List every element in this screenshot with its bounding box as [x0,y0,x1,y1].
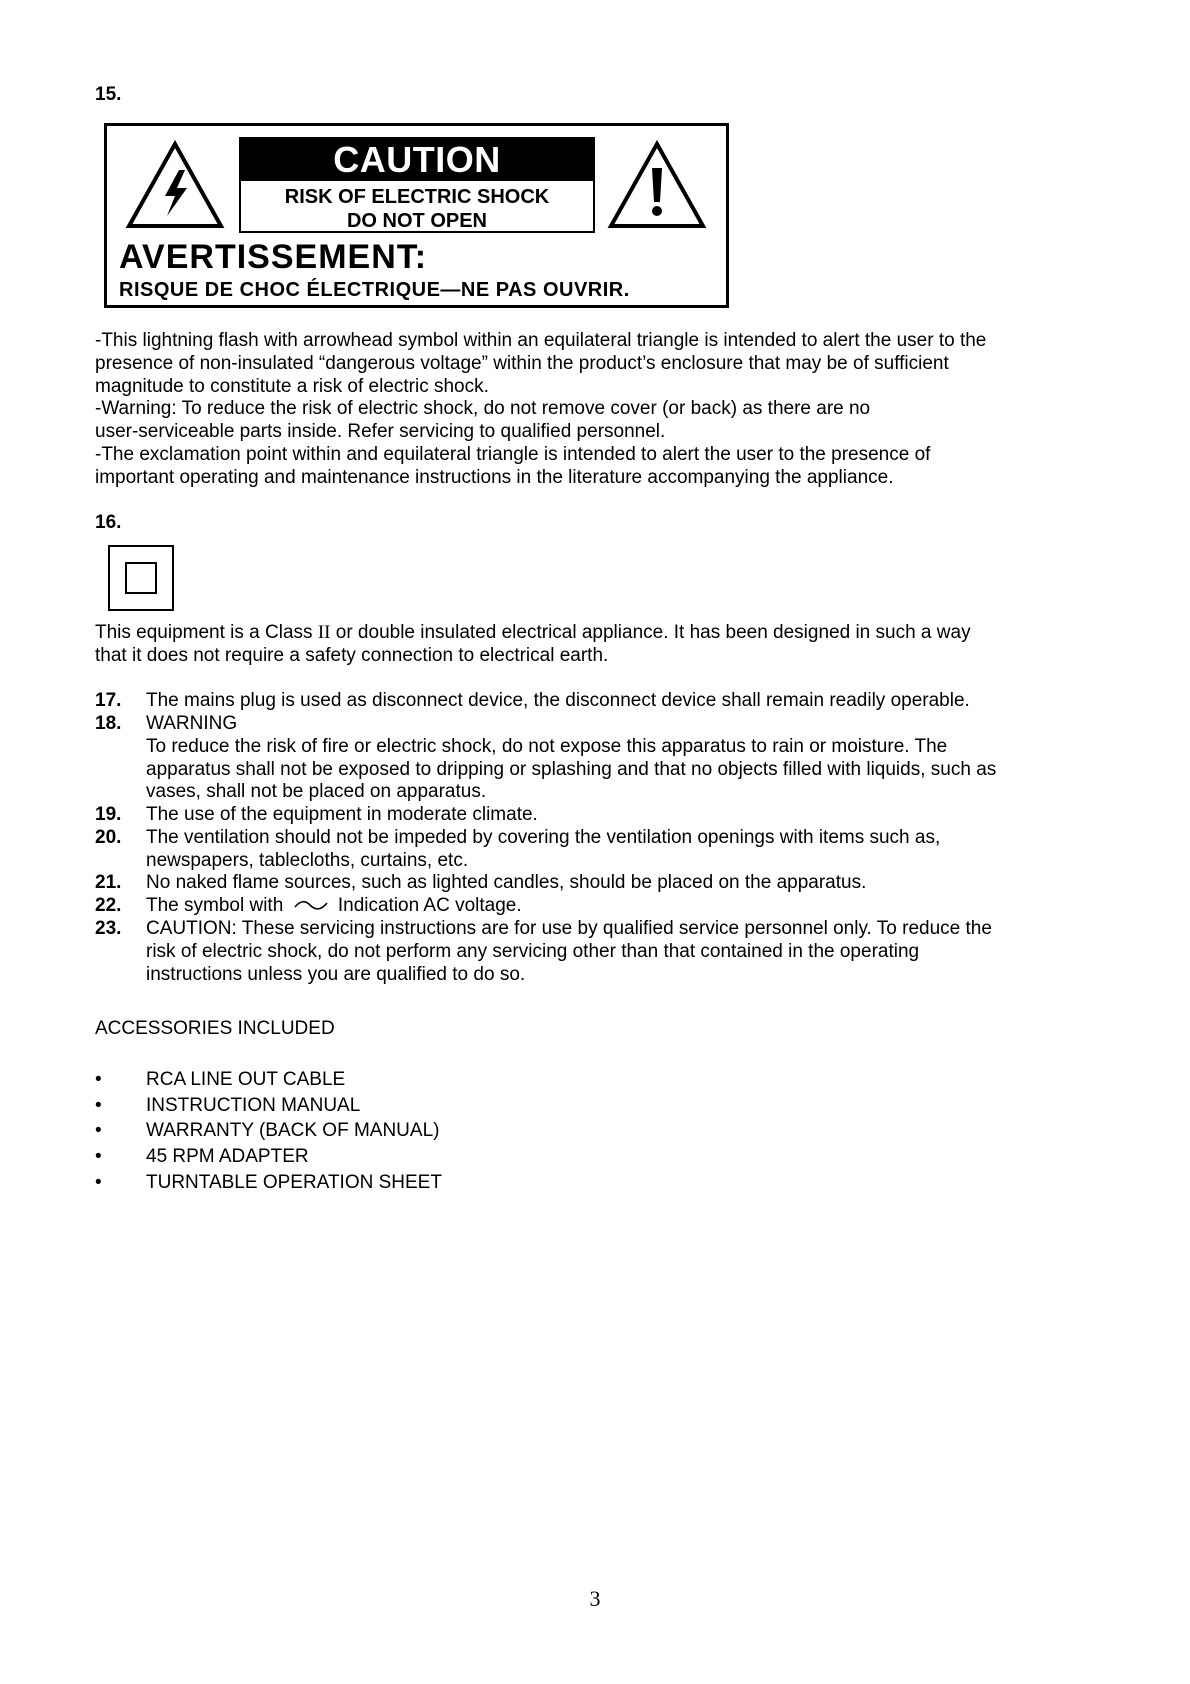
accessories-heading: ACCESSORIES INCLUDED [95,1018,335,1039]
paragraph-line: presence of non-insulated “dangerous voltage” within the product’s enclosure that may be of sufficient [95,352,949,374]
bullet: • [95,1069,102,1090]
bullet: • [95,1172,102,1193]
item-17-number: 17. [95,690,122,711]
page-number: 3 [589,1586,601,1611]
accessory-item: TURNTABLE OPERATION SHEET [146,1172,442,1193]
item-23-number: 23. [95,918,122,939]
class-ii-numeral: II [317,622,331,643]
item-22-text: The symbol with Indication AC voltage. [146,895,522,916]
paragraph-line: magnitude to constitute a risk of electric shock. [95,375,489,397]
item-18-text: WARNING To reduce the risk of fire or electric shock, do not expose this apparatus to rain or moisture. The apparatus shall not be exposed to dripping or splashing and that no objects filled with liquids, such as vases, shall not be placed on apparatus. [146,713,997,803]
section-15-number: 15. [95,84,122,105]
item-20-number: 20. [95,827,122,848]
paragraph-line: -This lightning flash with arrowhead symbol within an equilateral triangle is intended to alert the user to the [95,330,987,351]
paragraph-line: -Warning: To reduce the risk of electric shock, do not remove cover (or back) as there are no [95,398,871,420]
section-16-number: 16. [95,512,122,533]
class-ii-double-square-icon [108,545,174,611]
item-17-text: The mains plug is used as disconnect device, the disconnect device shall remain readily operable. [146,690,970,711]
caution-label [104,123,729,308]
item-19-text: The use of the equipment in moderate climate. [146,804,538,825]
paragraph-line: -The exclamation point within and equilateral triangle is intended to alert the user to the presence of [95,443,931,465]
caution-line-1: RISK OF ELECTRIC SHOCK [284,186,550,208]
bullet: • [95,1095,102,1116]
paragraph-line: user-serviceable parts inside. Refer servicing to qualified personnel. [95,421,666,443]
item-23-text: CAUTION: These servicing instructions are for use by qualified service personnel only. To reduce the risk of electric shock, do not perform any servicing other than that contained in the operating instructions unless you are qualified to do so. [146,918,992,985]
lightning-triangle-icon [125,140,225,230]
caution-title: CAUTION [241,139,593,181]
item-19-number: 19. [95,804,122,825]
accessory-item: INSTRUCTION MANUAL [146,1095,361,1116]
bullet: • [95,1146,102,1167]
section-15-paragraph [95,330,1115,490]
accessory-item: RCA LINE OUT CABLE [146,1069,346,1090]
ac-voltage-icon [293,899,329,913]
accessory-item: WARRANTY (BACK OF MANUAL) [146,1120,440,1141]
item-20-text: The ventilation should not be impeded by covering the ventilation openings with items such as, newspapers, tablecloths, curtains, etc. [146,827,941,871]
avertissement-subtitle: RISQUE DE CHOC ÉLECTRIQUE—NE PAS OUVRIR. [119,279,630,301]
item-22-number: 22. [95,895,122,916]
caution-banner [239,137,595,233]
paragraph-line: important operating and maintenance instructions in the literature accompanying the appliance. [95,466,894,488]
item-21-text: No naked flame sources, such as lighted candles, should be placed on the apparatus. [146,872,867,893]
avertissement-title: AVERTISSEMENT: [119,238,428,276]
bullet: • [95,1120,102,1141]
item-21-number: 21. [95,872,122,893]
caution-line-2: DO NOT OPEN [346,210,487,232]
section-16-paragraph: This equipment is a Class II or double insulated electrical appliance. It has been designed in such a way that it does not require a safety connection to electrical earth. [95,622,971,666]
accessory-item: 45 RPM ADAPTER [146,1146,309,1167]
item-18-number: 18. [95,713,122,734]
exclamation-triangle-icon [607,140,707,230]
